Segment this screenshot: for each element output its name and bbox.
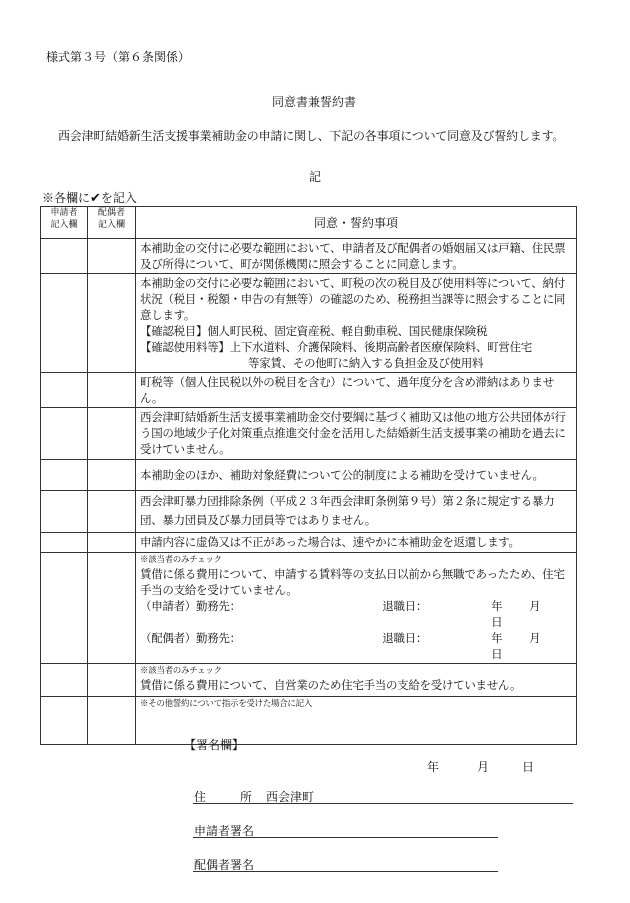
other-note: ※その他誓約について指示を受けた場合に記入 bbox=[140, 699, 313, 709]
instruction-suffix: を記入 bbox=[100, 191, 137, 205]
items-column-header: 同意・誓約事項 bbox=[136, 207, 577, 239]
fee-label: 【確認使用料等】 bbox=[140, 340, 230, 354]
spouse-employer-label: （配偶者）勤務先： bbox=[140, 631, 241, 645]
applicant-check-cell[interactable] bbox=[41, 373, 88, 408]
fee-items bbox=[140, 339, 573, 355]
table-row bbox=[41, 460, 577, 491]
signature-heading: 【署名欄】 bbox=[184, 738, 245, 752]
applicant-header-line1: 申請者 bbox=[50, 208, 78, 218]
tax-items bbox=[140, 323, 573, 339]
spouse-check-cell[interactable] bbox=[88, 697, 136, 745]
spouse-signature-label: 配偶者署名 bbox=[194, 858, 255, 872]
table-row bbox=[41, 274, 577, 373]
applicant-employer-row bbox=[140, 598, 573, 630]
spouse-check-cell[interactable] bbox=[88, 491, 136, 533]
applicant-signature-line[interactable] bbox=[193, 837, 498, 838]
address-value[interactable]: 西会津町 bbox=[266, 790, 315, 804]
applicant-check-cell[interactable] bbox=[41, 664, 88, 697]
spouse-header-line2: 記入欄 bbox=[97, 220, 125, 230]
item-text: 本補助金のほか、補助対象経費について公的制度による補助を受けていません。 bbox=[136, 460, 577, 491]
applicant-check-cell[interactable] bbox=[41, 460, 88, 491]
spouse-column-header bbox=[88, 207, 136, 239]
spouse-check-cell[interactable] bbox=[88, 274, 136, 373]
applicant-header-line2: 記入欄 bbox=[50, 220, 78, 230]
table-row bbox=[41, 373, 577, 408]
retire-date-label: 退職日： bbox=[382, 631, 428, 645]
table-row bbox=[41, 697, 577, 745]
spouse-check-cell[interactable] bbox=[88, 239, 136, 274]
spouse-check-cell[interactable] bbox=[88, 460, 136, 491]
spouse-check-cell[interactable] bbox=[88, 373, 136, 408]
ki-heading: 記 bbox=[309, 170, 322, 184]
item-text: 西会津町暴力団排除条例（平成２３年西会津町条例第９号）第２条に規定する暴力団、暴力団員及び暴力団員等ではありません。 bbox=[136, 491, 577, 533]
sign-day-label: 日 bbox=[522, 760, 535, 774]
retire-date-label: 退職日： bbox=[382, 599, 428, 613]
instruction-prefix: ※各欄に bbox=[42, 191, 91, 205]
item-text: 西会津町結婚新生活支援事業補助金交付要綱に基づく補助又は他の地方公共団体が行う国の地域少子化対策重点推進交付金を活用した結婚新生活支援事業の補助を過去に受けていません。 bbox=[136, 408, 577, 460]
spouse-check-cell[interactable] bbox=[88, 533, 136, 553]
agreement-table bbox=[40, 206, 577, 745]
instruction bbox=[42, 191, 137, 206]
item-text: 本補助金の交付に必要な範囲において、申請者及び配偶者の婚姻届又は戸籍、住民票及び所得について、町が関係機関に照会することに同意します。 bbox=[136, 239, 577, 274]
spouse-check-cell[interactable] bbox=[88, 408, 136, 460]
applicant-check-cell[interactable] bbox=[41, 274, 88, 373]
applicant-check-cell[interactable] bbox=[41, 533, 88, 553]
spouse-employer-row bbox=[140, 630, 573, 662]
item-text bbox=[136, 664, 577, 697]
retire-date bbox=[464, 630, 573, 662]
item-text: 申請内容に虚偽又は不正があった場合は、速やかに本補助金を返還します。 bbox=[136, 533, 577, 553]
applicant-signature-label: 申請者署名 bbox=[194, 824, 255, 838]
spouse-check-cell[interactable] bbox=[88, 553, 136, 664]
retire-date bbox=[464, 598, 573, 630]
applicant-check-cell[interactable] bbox=[41, 239, 88, 274]
year-label: 年 bbox=[491, 631, 503, 645]
day-label: 日 bbox=[491, 615, 503, 629]
sign-year-label: 年 bbox=[427, 760, 440, 774]
day-label: 日 bbox=[491, 647, 503, 661]
table-row bbox=[41, 664, 577, 697]
item-text bbox=[136, 553, 577, 664]
address-label-2: 所 bbox=[240, 790, 253, 804]
spouse-header-line1: 配偶者 bbox=[97, 208, 125, 218]
item-main-text: 賃借に係る費用について、申請する賃料等の支払日以前から無職であったため、住宅手当の支給を受けていません。 bbox=[140, 567, 565, 597]
intro-text: 西会津町結婚新生活支援事業補助金の申請に関し、下記の各事項について同意及び誓約します。 bbox=[58, 129, 565, 143]
address-line bbox=[193, 803, 573, 804]
table-header-row bbox=[41, 207, 577, 239]
spouse-check-cell[interactable] bbox=[88, 664, 136, 697]
applicant-check-cell[interactable] bbox=[41, 553, 88, 664]
item-main-text: 賃借に係る費用について、自営業のため住宅手当の支給を受けていません。 bbox=[140, 678, 522, 692]
table-row bbox=[41, 533, 577, 553]
table-row bbox=[41, 408, 577, 460]
sign-month-label: 月 bbox=[477, 760, 490, 774]
fee-list-1: 上下水道料、介護保険料、後期高齢者医療保険料、町営住宅 bbox=[229, 340, 533, 354]
form-number: 様式第３号（第６条関係） bbox=[46, 50, 191, 64]
item-text: 町税等（個人住民税以外の税目を含む）について、過年度分を含め滞納はありません。 bbox=[136, 373, 577, 408]
applicant-check-cell[interactable] bbox=[41, 491, 88, 533]
checkmark-icon: ✔ bbox=[90, 191, 101, 206]
table-row bbox=[41, 239, 577, 274]
year-label: 年 bbox=[491, 599, 503, 613]
item-text bbox=[136, 274, 577, 373]
applicable-note: ※該当者のみチェック bbox=[140, 666, 222, 676]
item-main-text: 本補助金の交付に必要な範囲において、町税の次の税目及び使用料等について、納付状況（税目・税額・申告の有無等）の確認のため、税務担当課等に照会することに同意します。 bbox=[140, 276, 566, 322]
applicable-note: ※該当者のみチェック bbox=[140, 555, 222, 565]
applicant-check-cell[interactable] bbox=[41, 408, 88, 460]
applicant-check-cell[interactable] bbox=[41, 697, 88, 745]
table-row bbox=[41, 553, 577, 664]
fee-list-2: 等家賃、その他町に納入する負担金及び使用料 bbox=[248, 356, 484, 370]
spouse-signature-line[interactable] bbox=[193, 871, 498, 872]
tax-list: 個人町民税、固定資産税、軽自動車税、国民健康保険税 bbox=[207, 324, 488, 338]
page-title: 同意書兼誓約書 bbox=[272, 95, 357, 109]
applicant-employer-label: （申請者）勤務先： bbox=[140, 599, 241, 613]
address-label-1: 住 bbox=[194, 790, 207, 804]
tax-label: 【確認税目】 bbox=[140, 324, 208, 338]
applicant-column-header bbox=[41, 207, 88, 239]
month-label: 月 bbox=[529, 631, 541, 645]
month-label: 月 bbox=[529, 599, 541, 613]
table-row bbox=[41, 491, 577, 533]
